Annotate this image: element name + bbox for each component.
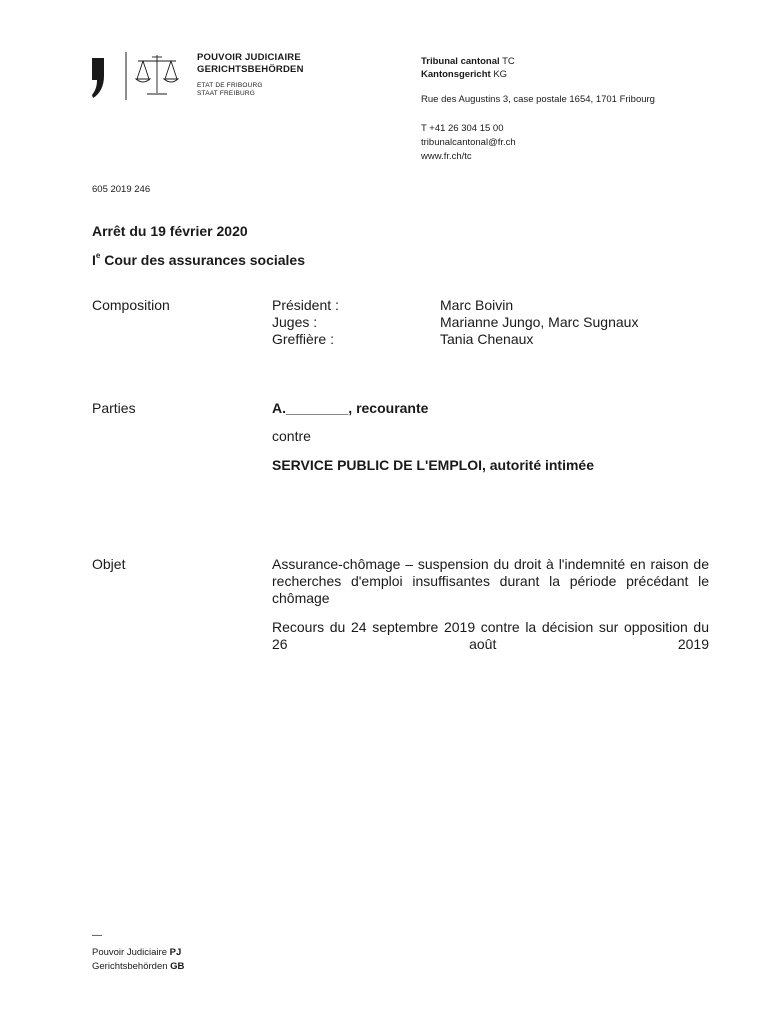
party-appellant: A.________, recourante	[272, 400, 429, 416]
scales-of-justice-icon	[136, 55, 178, 94]
footer-line-1	[92, 946, 184, 960]
party-respondent: SERVICE PUBLIC DE L'EMPLOI, autorité intimée	[272, 457, 595, 473]
objet-label: Objet	[92, 556, 126, 572]
organization-subtitle	[197, 82, 263, 98]
decision-title: Arrêt du 19 février 2020	[92, 223, 248, 239]
org-name-line-1: POUVOIR JUDICIAIRE	[197, 52, 301, 63]
comma-mark-icon	[92, 58, 104, 98]
name-clerk: Tania Chenaux	[440, 331, 534, 347]
court-numeral: I	[92, 252, 96, 268]
tribunal-de-abbr: KG	[493, 69, 508, 80]
contact-info	[421, 122, 516, 164]
tribunal-fr-abbr: TC	[502, 56, 515, 67]
org-name-line-2: GERICHTSBEHÖRDEN	[197, 64, 304, 75]
case-reference: 605 2019 246	[92, 184, 151, 195]
footer	[92, 946, 184, 974]
org-sub-line-2: STAAT FREIBURG	[197, 90, 256, 97]
composition-roles	[272, 297, 339, 348]
composition-label: Composition	[92, 297, 170, 313]
court-numeral-suffix: e	[95, 251, 101, 261]
composition-names	[440, 297, 638, 348]
footer-line-2-text: Gerichtsbehörden	[92, 961, 168, 972]
footer-line-2	[92, 960, 184, 974]
tribunal-names	[421, 55, 515, 81]
name-president: Marc Boivin	[440, 297, 514, 313]
court-name: Cour des assurances sociales	[104, 252, 306, 268]
role-president: Président :	[272, 297, 339, 313]
party-versus: contre	[272, 428, 311, 444]
footer-line-2-abbr: GB	[170, 961, 185, 972]
role-clerk: Greffière :	[272, 331, 334, 347]
postal-address: Rue des Augustins 3, case postale 1654, 1701 Fribourg	[421, 94, 655, 105]
court-logo	[90, 52, 180, 100]
tribunal-fr-name: Tribunal cantonal	[421, 56, 500, 67]
footer-dash: —	[92, 930, 102, 941]
email-address[interactable]: tribunalcantonal@fr.ch	[421, 137, 516, 148]
tribunal-fr	[421, 55, 515, 68]
role-judges: Juges :	[272, 314, 318, 330]
court-chamber	[92, 252, 305, 268]
objet-paragraph-2: Recours du 24 septembre 2019 contre la décision sur opposition du 26 août 2019	[272, 619, 709, 652]
parties-label: Parties	[92, 400, 136, 416]
name-judges: Marianne Jungo, Marc Sugnaux	[440, 314, 639, 330]
phone-number: T +41 26 304 15 00	[421, 123, 504, 134]
org-sub-line-1: ETAT DE FRIBOURG	[197, 82, 263, 89]
objet-paragraph-1: Assurance-chômage – suspension du droit à l'indemnité en raison de recherches d'emploi insuffisantes durant la période précédant le chômage	[272, 556, 709, 606]
organization-name	[197, 52, 304, 76]
footer-line-1-abbr: PJ	[169, 947, 182, 958]
website-link[interactable]: www.fr.ch/tc	[421, 151, 472, 162]
footer-line-1-text: Pouvoir Judiciaire	[92, 947, 167, 958]
tribunal-de	[421, 68, 515, 81]
tribunal-de-name: Kantonsgericht	[421, 69, 491, 80]
